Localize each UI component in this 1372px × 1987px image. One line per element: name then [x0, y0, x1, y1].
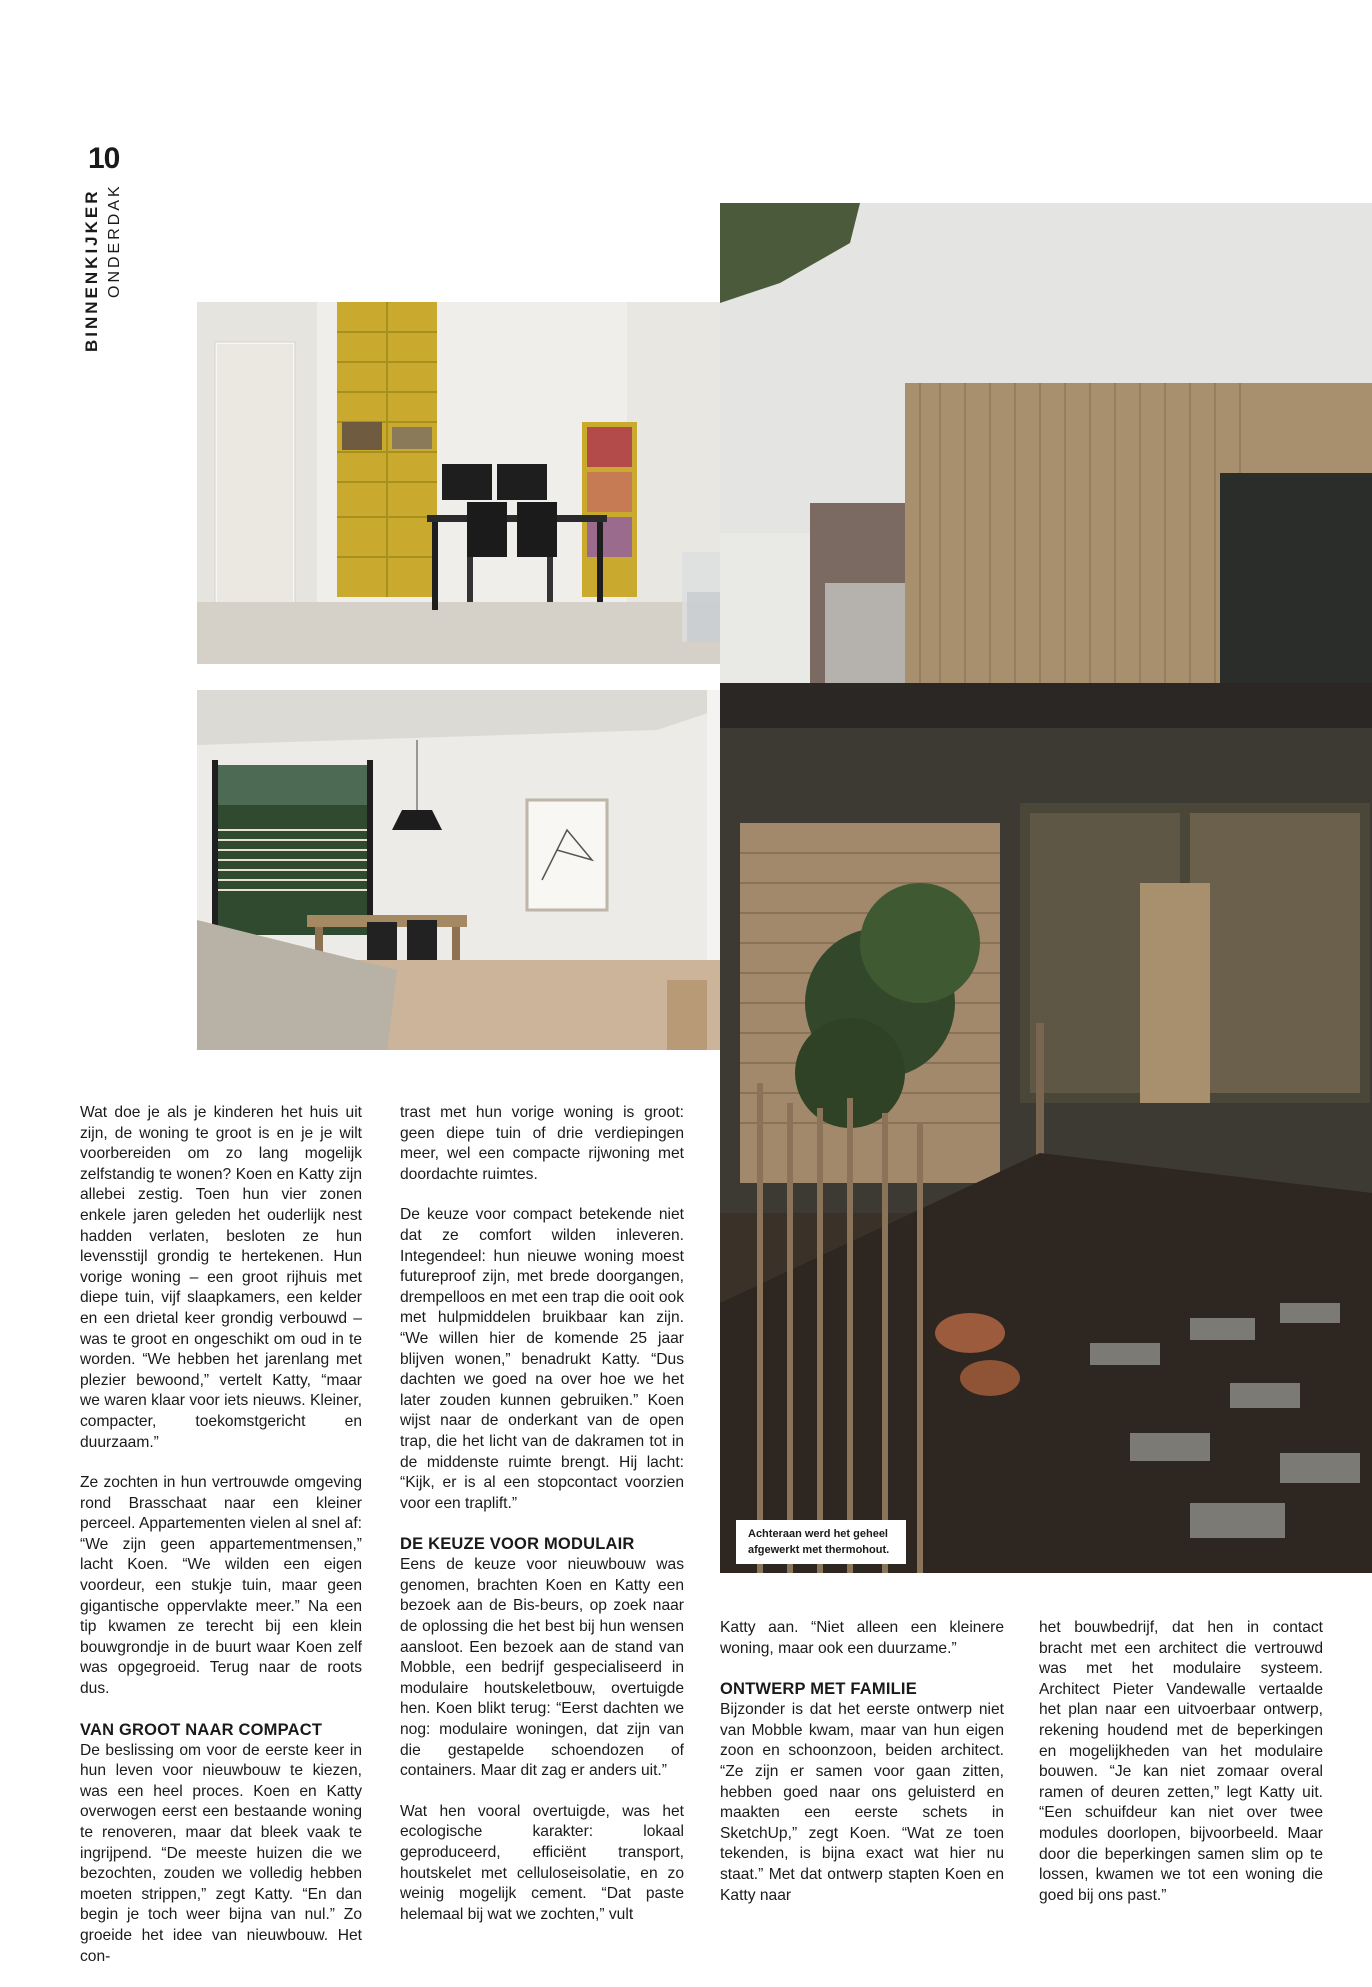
photo-garden-facade-image: [720, 203, 1372, 1573]
photo-home-office-image: [197, 302, 777, 664]
section-label: [82, 188, 102, 352]
paragraph: trast met hun vorige woning is groot: geen diepe tuin of drie verdiepingen meer, wel een compacte rijwoning met doordachte ruimtes.: [400, 1104, 684, 1183]
subsection-title: ONDERDAK: [106, 183, 123, 298]
subheading: ONTWERP MET FAMILIE: [720, 1680, 917, 1699]
paragraph: Bijzonder is dat het eerste ontwerp niet van Mobble kwam, maar van hun eigen zoon en schoonzoon, beiden architect. “Ze zijn er samen voor gaan zitten, hebben goed naar ons geluisterd en maakten een eerste schets in SketchUp,” zegt Koen. “Wat ze toen tekenden, is bijna exact wat hier nu staat.” Met dat ontwerp stapten Koen en Katty naar: [720, 1701, 1004, 1904]
paragraph: Ze zochten in hun vertrouwde omgeving rond Brasschaat naar een kleiner perceel. Appartementen vielen al snel af: “We zijn geen appartementmensen,” lacht Koen. “We wilden een eigen voordeur, een stukje tuin, maar geen gigantische oppervlakte meer.” Na een tip kwamen ze terecht bij een klein bouwgrondje in de buurt waar Koen zelf was opgegroeid. Terug naar de roots dus.: [80, 1474, 362, 1698]
photo-garden-facade: [720, 203, 1372, 1573]
photo-caption: Achteraan werd het geheel afgewerkt met thermohout.: [736, 1520, 906, 1564]
text-column-1: [80, 1103, 362, 1987]
page-number: 10: [88, 142, 120, 175]
photo-dining-room-image: [197, 690, 777, 1050]
subheading: DE KEUZE VOOR MODULAIR: [400, 1535, 635, 1554]
text-column-3: [720, 1618, 1004, 1926]
paragraph: het bouwbedrijf, dat hen in contact bracht met een architect die vertrouwd was met het modulaire systeem. Architect Pieter Vandewalle vertaalde het plan naar een uitvoerbaar ontwerp, rekening houdend met de beperkingen en mogelijkheden van het modulaire bouwen. “Je kan niet zomaar overal ramen of deuren zetten,” legt Katty uit. “Een schuifdeur kan niet over twee modules doorlopen, bijvoorbeeld. Maar door die beperkingen samen slim op te lossen, kwamen we tot een woning die goed bij ons past.”: [1039, 1619, 1323, 1904]
photo-dining-room: [197, 690, 777, 1050]
paragraph: Eens de keuze voor nieuwbouw was genomen, brachten Koen en Katty een bezoek aan de Bis-beurs, op zoek naar de oplossing die het best bij hun wensen aansloot. Een bezoek aan de stand van Mobble, een bedrijf gespecialiseerd in modulaire houtskeletbouw, overtuigde hen. Koen blikt terug: “Eerst dachten we nog: modulaire woningen, dat zijn van die gestapelde schoendozen of containers. Maar dit zag er anders uit.”: [400, 1556, 684, 1780]
photo-home-office: [197, 302, 777, 664]
section-title: BINNENKIJKER: [82, 188, 101, 352]
text-column-4: [1039, 1618, 1323, 1926]
paragraph: De beslissing om voor de eerste keer in hun leven voor nieuwbouw te kiezen, was een heel proces. Koen en Katty overwogen eerst een bestaande woning te renoveren, maar dat bleek vaak te ingrijpend. “De meeste huizen die we bezochten, zouden we volledig hebben moeten strippen,” zegt Katty. “En dan begin je toch weer bijna van nul.” Zo groeide het idee van nieuwbouw. Het con-: [80, 1741, 362, 1965]
paragraph: Wat doe je als je kinderen het huis uit zijn, de woning te groot is en je je wilt voorbereiden om zo lang mogelijk zelfstandig te wonen? Koen en Katty zijn allebei zestig. Toen hun vier zonen enkele jaren geleden het ouderlijk nest hadden verlaten, besloten ze hun levensstijl grondig te hertekenen. Hun vorige woning – een groot rijhuis met diepe tuin, vijf slaapkamers, een kelder en een drietal keer grondig verbouwd – was te groot en ongeschikt om oud in te worden. “We hebben het jarenlang met plezier bewoond,” vertelt Katty, “maar we waren klaar voor iets nieuws. Kleiner, compacter, toekomstgericht en duurzaam.”: [80, 1104, 362, 1451]
text-column-2: [400, 1103, 684, 1945]
subheading: VAN GROOT NAAR COMPACT: [80, 1720, 323, 1739]
paragraph: Katty aan. “Niet alleen een kleinere woning, maar ook een duurzame.”: [720, 1619, 1004, 1657]
paragraph: Wat hen vooral overtuigde, was het ecologische karakter: lokaal geproduceerd, efficiënt transport, houtskelet met celluloseisolatie, en zo weinig mogelijk cement. “Dat paste helemaal bij wat we zochten,” vult: [400, 1802, 684, 1923]
paragraph: De keuze voor compact betekende niet dat ze comfort wilden inleveren. Integendeel: hun nieuwe woning moest futureproof zijn, met brede doorgangen, drempelloos en met een trap die ooit ook met hulpmiddelen bruikbaar kan zijn. “We willen hier de komende 25 jaar blijven wonen,” benadrukt Katty. “Dus dachten we goed na over hoe we het later zouden kunnen gebruiken.” Koen wijst naar de onderkant van de open trap, die het licht van de dakramen tot in de middenste ruimte brengt. Hij lacht: “Kijk, er is al een stopcontact voorzien voor een traplift.”: [400, 1206, 684, 1512]
